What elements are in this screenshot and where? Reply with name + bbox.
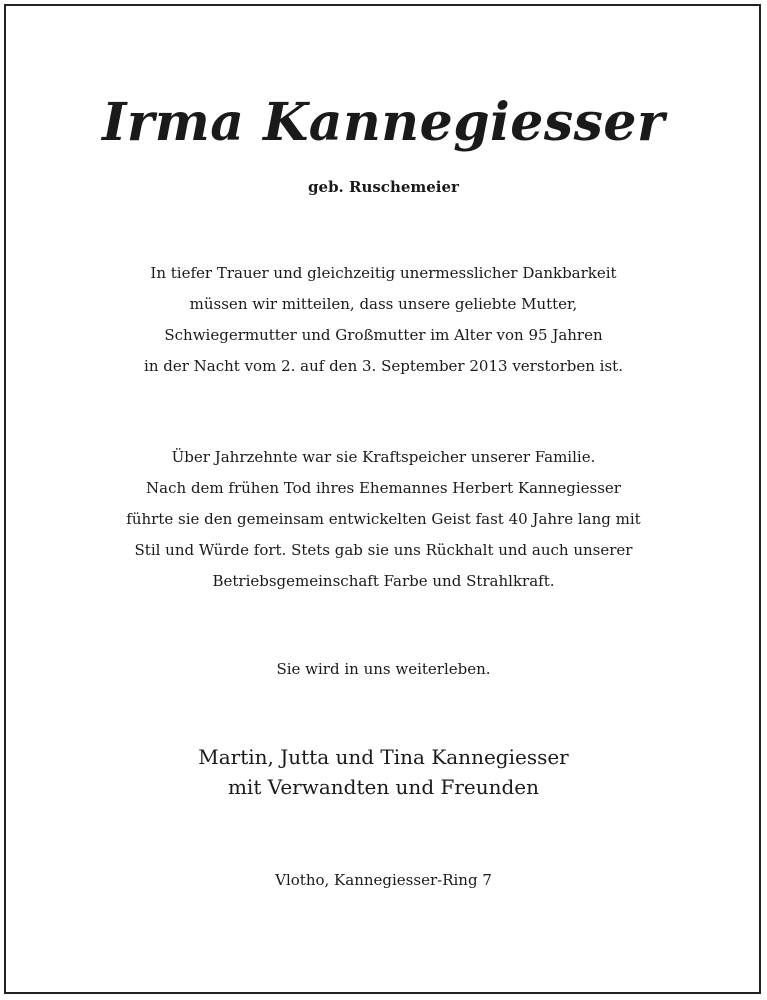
family-relatives: mit Verwandten und Freunden xyxy=(227,775,540,799)
address: Vlotho, Kannegiesser-Ring 7 xyxy=(275,871,492,889)
deceased-name: Irma Kannegiesser xyxy=(102,92,665,153)
tribute-line: Stil und Würde fort. Stets gab sie uns Rückhalt und auch unserer xyxy=(134,541,633,559)
announcement-paragraph xyxy=(0,258,767,382)
tribute-line: Nach dem frühen Tod ihres Ehemannes Herbert Kannegiesser xyxy=(146,479,621,497)
announcement-line: Schwiegermutter und Großmutter im Alter von 95 Jahren xyxy=(164,326,603,344)
tribute-line: führte sie den gemeinsam entwickelten Geist fast 40 Jahre lang mit xyxy=(126,510,641,528)
family-signature xyxy=(0,742,767,802)
announcement-line: müssen wir mitteilen, dass unsere geliebte Mutter, xyxy=(189,295,578,313)
closing-line: Sie wird in uns weiterleben. xyxy=(276,660,491,678)
maiden-name: geb. Ruschemeier xyxy=(308,178,459,196)
announcement-line: In tiefer Trauer und gleichzeitig unermesslicher Dankbarkeit xyxy=(150,264,617,282)
announcement-line: in der Nacht vom 2. auf den 3. September 2013 verstorben ist. xyxy=(144,357,623,375)
family-names: Martin, Jutta und Tina Kannegiesser xyxy=(198,745,569,769)
tribute-line: Betriebsgemeinschaft Farbe und Strahlkraft. xyxy=(212,572,555,590)
tribute-line: Über Jahrzehnte war sie Kraftspeicher unserer Familie. xyxy=(171,448,596,466)
tribute-paragraph xyxy=(0,442,767,597)
